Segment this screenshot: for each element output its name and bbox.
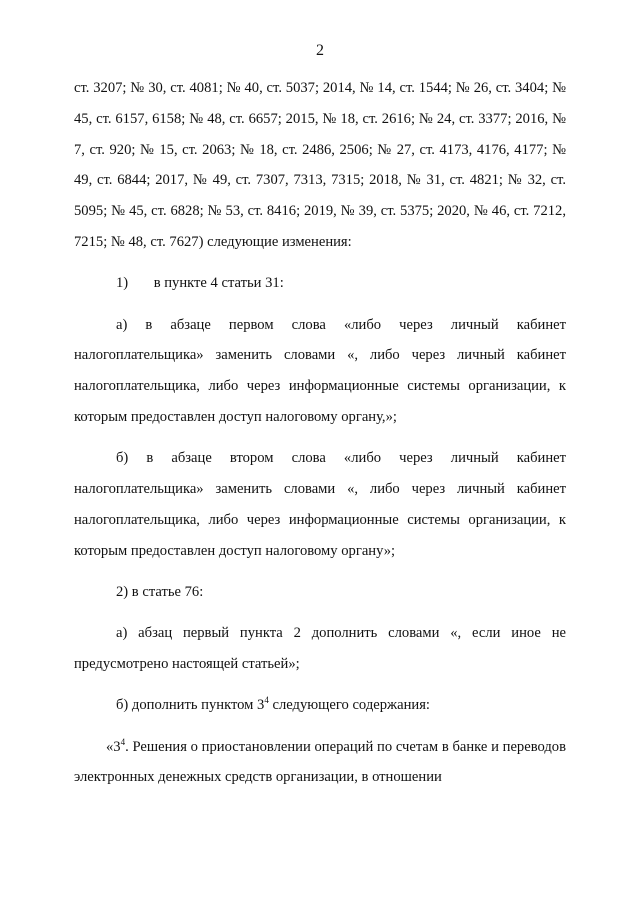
paragraph-citations: ст. 3207; № 30, ст. 4081; № 40, ст. 5037; 2014, № 14, ст. 1544; № 26, ст. 3404; № 45, ст. 6157, 6158; № 48, ст. 6657; 2015, № 18, ст. 2616; № 24, ст. 3377; 2016, № 7, ст. 920; № 15, ст. 2063; № 18, ст. 2486, 2506; № 27, ст. 4173, 4176, 4177; № 49, ст. 6844; 2017, № 49, ст. 7307, 7313, 7315; 2018, № 31, ст. 4821; № 32, ст. 5095; № 45, ст. 6828; № 53, ст. 8416; 2019, № 39, ст. 5375; 2020, № 46, ст. 7212, 7215; № 48, ст. 7627) следующие изменения: xyxy=(74,80,566,250)
paragraph-clause-3-4 xyxy=(74,732,566,794)
paragraph-item-1: 1) в пункте 4 статьи 31: xyxy=(116,275,284,292)
paragraph-item-2b-text: б) дополнить пунктом 3 xyxy=(116,697,265,714)
paragraph-item-2b xyxy=(74,690,566,721)
superscript-index: 4 xyxy=(120,736,126,747)
superscript-index: 4 xyxy=(264,695,269,706)
paragraph-item-1b: б) в абзаце втором слова «либо через личный кабинет налогоплательщика» заменить словами «, либо через личный кабинет налогоплательщика, либо через информационные системы организации, к которым предоставлен доступ налоговому органу»; xyxy=(74,450,566,559)
paragraph-item-2: 2) в статье 76: xyxy=(116,583,204,600)
paragraph-item-1a: а) в абзаце первом слова «либо через личный кабинет налогоплательщика» заменить словами «, либо через личный кабинет налогоплательщика, либо через информационные системы организации, к которым предоставлен доступ налоговому органу,»; xyxy=(74,316,566,425)
paragraph-item-2a: а) абзац первый пункта 2 дополнить словами «, если иное не предусмотрено настоящей статьей»; xyxy=(74,625,566,673)
page-number: 2 xyxy=(316,42,324,59)
paragraph-item-2b-tail: следующего содержания: xyxy=(268,697,430,714)
document-body xyxy=(74,73,566,804)
clause-number: «3 xyxy=(106,738,121,755)
clause-text: . Решения о приостановлении операций по счетам в банке и переводов электронных денежных средств организации, в отношении xyxy=(74,738,566,786)
